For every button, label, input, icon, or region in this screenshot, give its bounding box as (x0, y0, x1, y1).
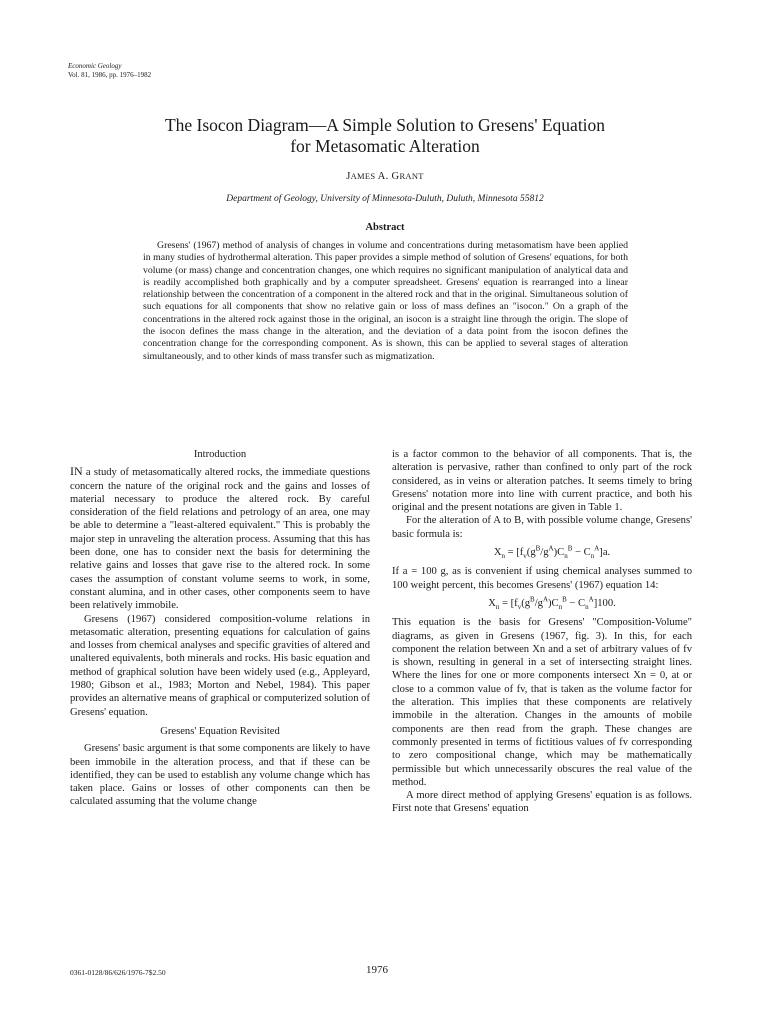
author-initial: J (346, 171, 351, 182)
equation-1: $X_n = [f_v(g^B/g^A)C_n^B - C_n^A]a$. (493, 544, 611, 561)
author-name (60, 171, 710, 182)
author-last-rest: RANT (399, 171, 424, 181)
abstract-body: Gresens' (1967) method of analysis of changes in volume and concentrations during metasomatism have been applied in many studies of hydrothermal alteration. This paper provides a simple method of solution of Gresens' equations, for both volume (or mass) change and concentration changes, one which requires no significant manipulation of analytical data and is readily accomplished both graphically and by a computer spreadsheet. Gresens' equation is rearranged into a linear relationship between the concentration of a component in the altered rock and that in the original. Simultaneous solution of such equations for all components that show no relative gain or loss of mass defines an "isocon." On a graph of the concentrations in the altered rock against those in the original, an isocon is a straight line through the origin. The slope of the isocon defines the mass change in the alteration, and the deviation of a data point from the isocon defines the concentration change for the corresponding component. As is shown, this can be applied to several stages of alteration simultaneously, and to other kinds of mass transfer such as migmatization. (143, 240, 628, 362)
author-affiliation: Department of Geology, University of Minnesota-Duluth, Duluth, Minnesota 55812 (226, 194, 544, 204)
footer-code: 0361-0128/86/626/1976-7$2.50 (70, 968, 166, 977)
right-paragraph-1: is a factor common to the behavior of all components. That is, the alteration is pervasive, rather than confined to only part of the rock considered, as in veins or alteration patches. It seems timely to bring Gresens' notation more into line with current practice, and both his original and the present notations are given in Table 1. (392, 449, 692, 514)
title-line-1: The Isocon Diagram—A Simple Solution to Gresens' Equation (164, 115, 606, 135)
right-paragraph-5: A more direct method of applying Gresens' equation is as follows. First note that Gresens' equation (392, 790, 692, 815)
intro-paragraph-1 (70, 465, 370, 612)
intro-lead-letters: IN (70, 464, 83, 479)
author-middle: A. (377, 171, 389, 182)
article-title (60, 115, 710, 157)
equation-1-tail: a. (602, 547, 611, 559)
intro-paragraph-2: Gresens (1967) considered composition-volume relations in metasomatic alteration, presenting equations for calculation of gains and losses from chemical analyses and specific gravities of altered and unaltered equivalents, both minerals and rocks. His basic equation and method of graphical solution have been widely used (e.g., Appleyard, 1980; Gibson et al., 1983; Morton and Nebel, 1984). This paper provides an alternative means of graphical or computerized solution of Gresens' equation. (70, 613, 370, 718)
author-last-initial: G (391, 171, 400, 182)
page-number: 1976 (366, 964, 388, 976)
abstract-text (143, 240, 628, 363)
equation-2: $X_n = [f_v(g^B/g^A)C_n^B - C_n^A]100$. (488, 595, 616, 612)
journal-header (68, 62, 151, 80)
right-paragraph-2: For the alteration of A to B, with possible volume change, Gresens' basic formula is: (392, 515, 692, 540)
title-line-2: for Metasomatic Alteration (290, 136, 480, 156)
journal-name: Economic Geology (68, 62, 122, 70)
equation-2-tail: 100. (597, 597, 616, 609)
right-paragraph-4: This equation is the basis for Gresens' "Composition-Volume" diagrams, as given in Gresens (1967, fig. 3). In this, for each component the relation between Xn and a set of arbitrary values of fv is shown, resulting in general in a set of intersecting straight lines. Where the lines for one or more components intersect Xn = 0, at or close to a common value of fv, that is taken as the volume factor for the alteration. This implies that these components are relatively immobile in the alteration. Changes in the amounts of mobile components are then read from the graph. These changes are commonly presented in terms of fictitious values of fv corresponding to zero compositional change, which may be mathematically permissible but which unnecessarily obscures the real value of the method. (392, 617, 692, 788)
section-heading-gresens: Gresens' Equation Revisited (160, 725, 280, 737)
gresens-paragraph-1: Gresens' basic argument is that some components are likely to have been immobile in the alteration process, and that if these can be identified, they can be used to establish any volume change which has taken place. Gains or losses of other components can then be calculated assuming that the volume change (70, 743, 370, 808)
author-first-rest: AMES (350, 171, 376, 181)
right-column (392, 448, 692, 816)
journal-volume: Vol. 81, 1986, pp. 1976–1982 (68, 71, 152, 79)
introduction-heading: Introduction (193, 449, 247, 460)
abstract-heading: Abstract (365, 222, 405, 233)
intro-p1-text: a study of metasomatically altered rocks, the immediate questions concern the nature of the original rock and the gains and losses of material necessary to produce the altered rock. By careful consideration of the field relations and petrology of an area, one may be able to determine a "least-altered equivalent." This is probably the major step in unraveling the alteration process. Assuming that this has been done, one has to consider next the basis for determining the relative gains and losses that gave rise to the altered rock. In some cases the assumption of constant volume seems to work, in some, constant alumina, and in other cases, other components seem to have been relatively immobile. (70, 467, 370, 612)
right-paragraph-3: If a = 100 g, as is convenient if using chemical analyses summed to 100 weight percent, this becomes Gresens' (1967) equation 14: (392, 566, 692, 591)
left-column (70, 448, 370, 809)
